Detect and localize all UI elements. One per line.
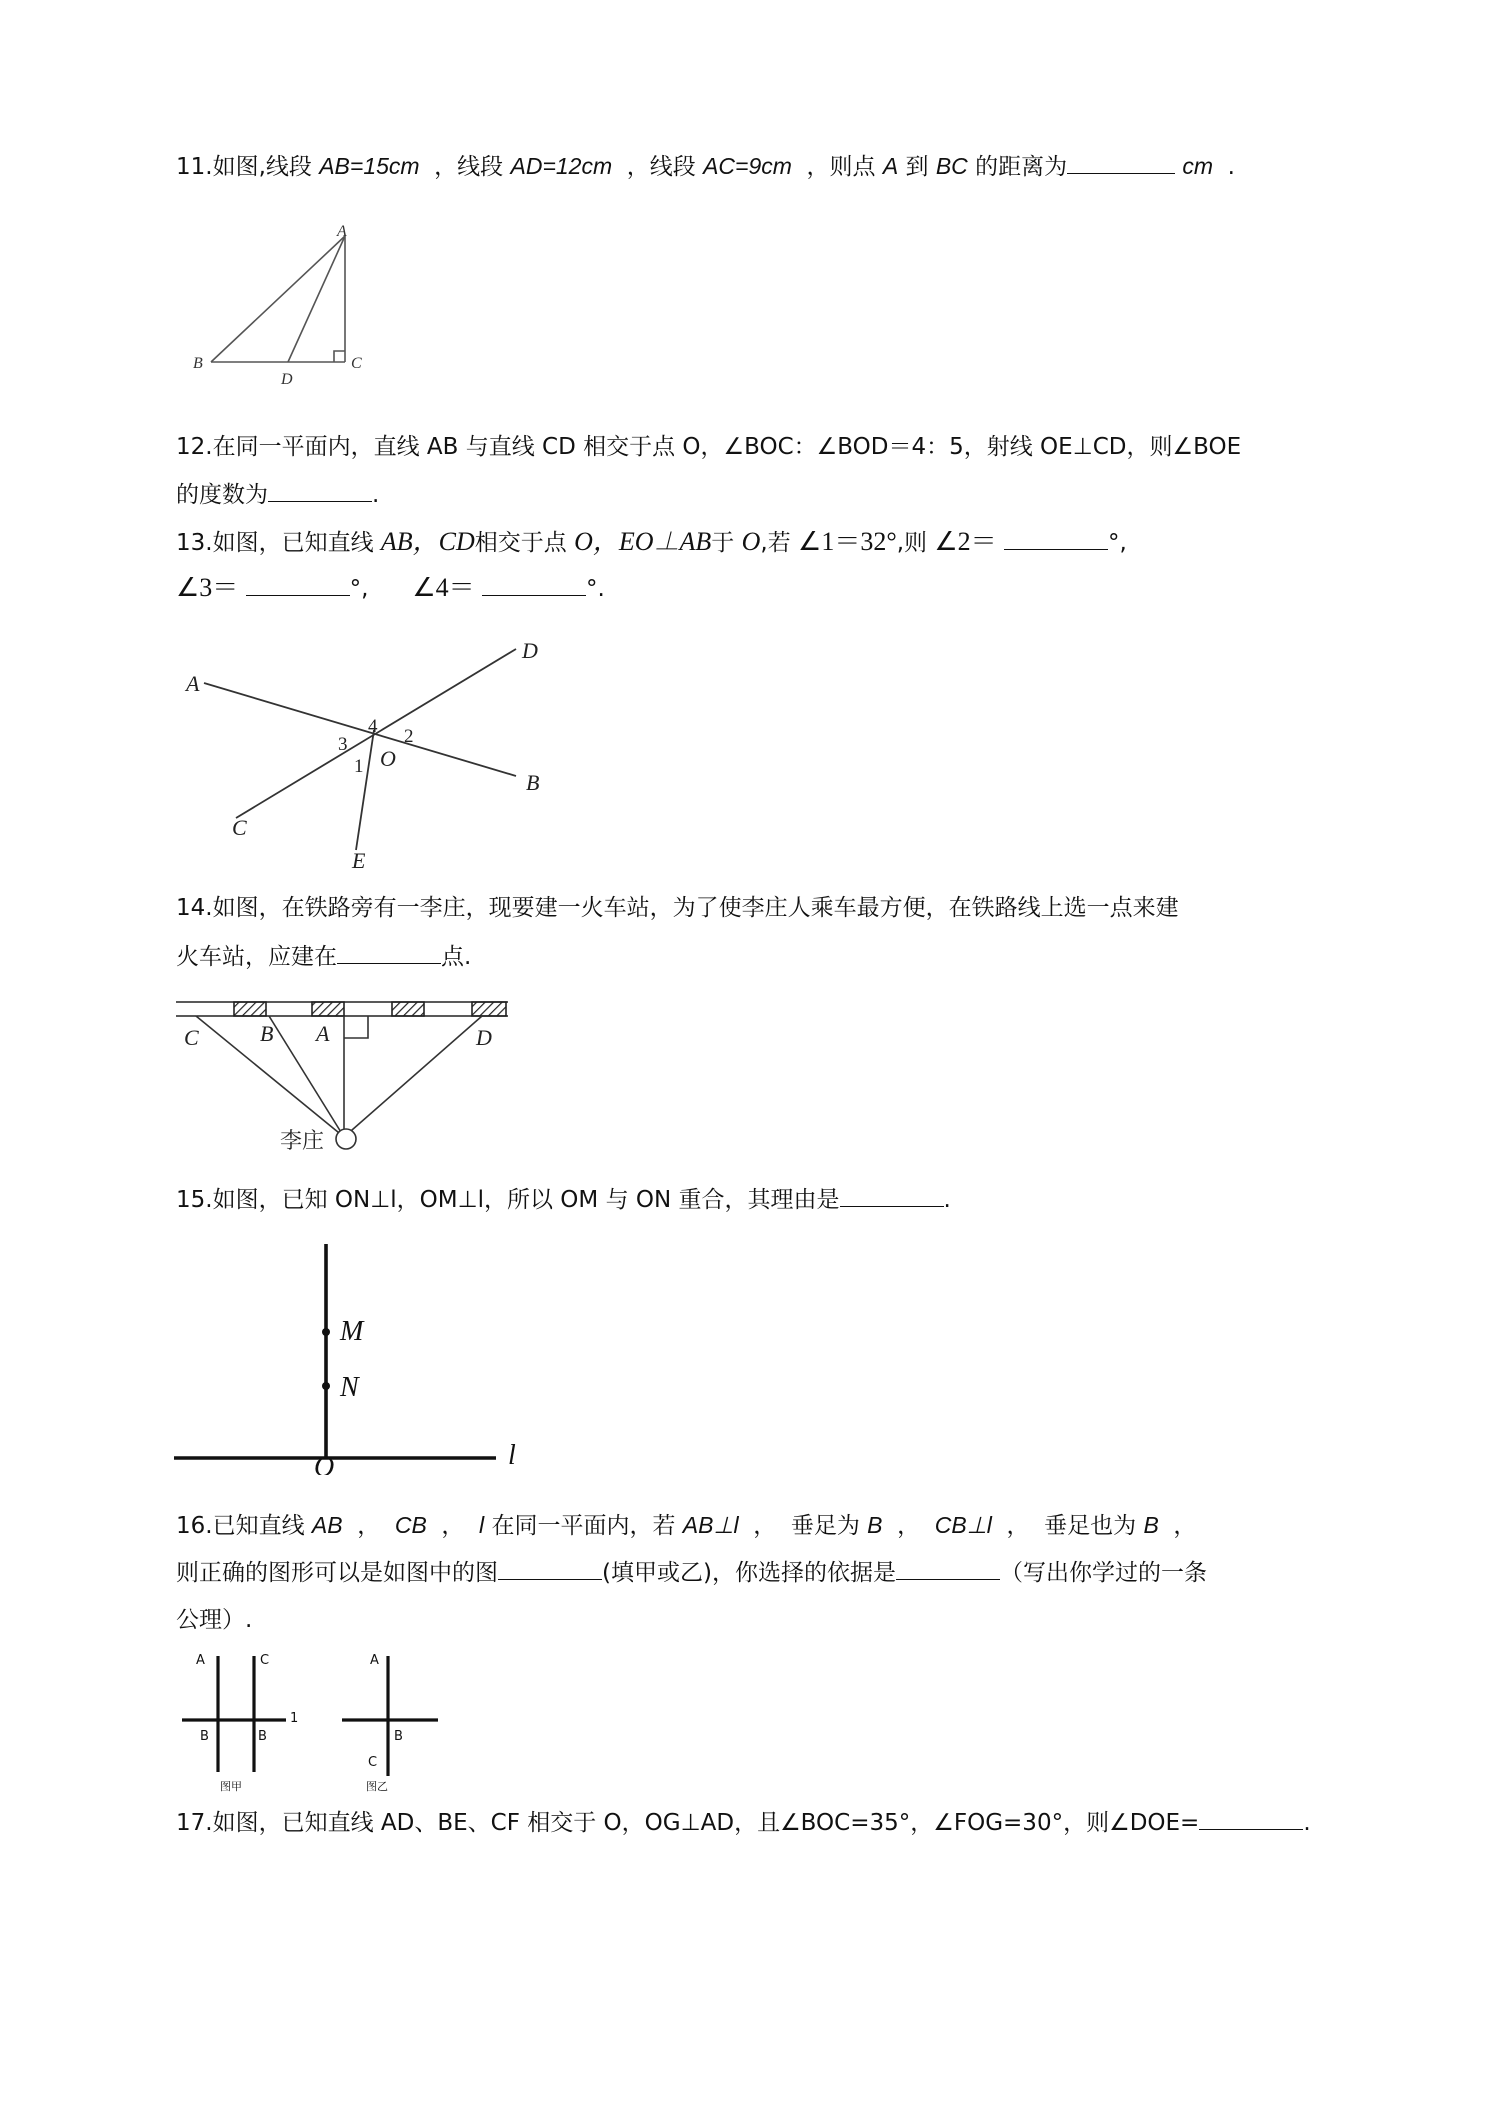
label-d: D	[522, 638, 538, 663]
q14-railway-figure	[174, 990, 514, 1160]
q16-figures	[176, 1646, 456, 1796]
label-b: B	[258, 1729, 267, 1744]
q16-line3: 公理）.	[176, 1607, 253, 1633]
label-d: D	[281, 371, 293, 388]
label-l: l	[508, 1440, 516, 1471]
label-c: C	[232, 815, 247, 840]
angle-3-label: 3	[338, 734, 348, 755]
q11-triangle-figure	[185, 222, 375, 392]
answer-blank[interactable]	[840, 1186, 944, 1207]
q14-line1: 14.如图，在铁路旁有一李庄，现要建一火车站，为了使李庄人乘车最方便，在铁路线上选一点来建	[176, 895, 1179, 921]
label-l: 1	[290, 1711, 299, 1726]
label-c: C	[368, 1755, 378, 1770]
q16-line1: 16.已知直线 AB ， CB ， l 在同一平面内，若 AB⊥l ， 垂足为 B ， CB⊥l ， 垂足也为 B ，	[176, 1512, 1197, 1539]
label-b: B	[394, 1729, 403, 1744]
q17-line1: 17.如图，已知直线 AD、BE、CF 相交于 O，OG⊥AD，且∠BOC=35°，∠FOG=30°，则∠DOE= .	[176, 1810, 1311, 1836]
label-c: C	[351, 355, 362, 372]
q12-line2: 的度数为 .	[176, 482, 380, 508]
q15-perpendicular-figure	[172, 1240, 532, 1475]
label-a: A	[316, 1021, 330, 1046]
label-a: A	[196, 1653, 205, 1668]
answer-blank[interactable]	[1067, 153, 1175, 174]
answer-blank[interactable]	[1199, 1809, 1303, 1830]
label-a: A	[186, 671, 200, 696]
q11-text: 11.如图,线段 AB=15cm ，线段 AD=12cm ，线段 AC=9cm ，则点 A 到 BC 的距离为 cm .	[176, 153, 1235, 180]
q16-line2: 则正确的图形可以是如图中的图 (填甲或乙)，你选择的依据是 （写出你学过的一条	[176, 1560, 1207, 1586]
angle-4-label: 4	[368, 716, 378, 737]
label-c: C	[260, 1653, 270, 1668]
q14-line2: 火车站，应建在 点.	[176, 944, 472, 970]
q15-line1: 15.如图，已知 ON⊥l，OM⊥l，所以 OM 与 ON 重合，其理由是 .	[176, 1187, 951, 1213]
label-o: O	[314, 1452, 335, 1475]
figure-jia-caption: 图甲	[220, 1780, 242, 1793]
segment-ad: AD=12cm	[510, 153, 613, 179]
label-b: B	[200, 1729, 209, 1744]
answer-blank[interactable]	[482, 575, 586, 596]
q11-number: 11.	[176, 154, 213, 180]
segment-ac: AC=9cm	[703, 153, 792, 179]
q13-line2: ∠3＝ °, ∠4＝ °.	[176, 573, 605, 602]
label-c: C	[184, 1025, 199, 1050]
answer-blank[interactable]	[246, 575, 350, 596]
figure-yi-caption: 图乙	[366, 1780, 388, 1793]
label-o: O	[380, 746, 396, 771]
answer-blank[interactable]	[337, 943, 441, 964]
segment-ab: AB=15cm	[319, 153, 420, 179]
label-a: A	[370, 1653, 379, 1668]
label-a: A	[337, 223, 347, 240]
q13-line1: 13.如图，已知直线 AB，CD相交于点 O，EO⊥AB于 O,若 ∠1＝32°,则 ∠2＝ °,	[176, 527, 1127, 556]
label-b: B	[526, 770, 540, 795]
angle-1-label: 1	[354, 756, 364, 777]
q13-intersecting-lines-figure	[176, 628, 556, 872]
village-label: 李庄	[280, 1129, 325, 1154]
answer-blank[interactable]	[896, 1559, 1000, 1580]
answer-blank[interactable]	[498, 1559, 602, 1580]
label-e: E	[352, 848, 366, 872]
q12-line1: 12.在同一平面内，直线 AB 与直线 CD 相交于点 O，∠BOC：∠BOD＝4：5，射线 OE⊥CD，则∠BOE	[176, 434, 1242, 460]
label-b: B	[193, 355, 203, 372]
label-d: D	[476, 1025, 492, 1050]
answer-blank[interactable]	[268, 481, 372, 502]
label-n: N	[340, 1372, 359, 1403]
label-b: B	[260, 1021, 274, 1046]
answer-blank[interactable]	[1004, 529, 1108, 550]
label-m: M	[340, 1316, 364, 1347]
angle-2-label: 2	[404, 726, 414, 747]
